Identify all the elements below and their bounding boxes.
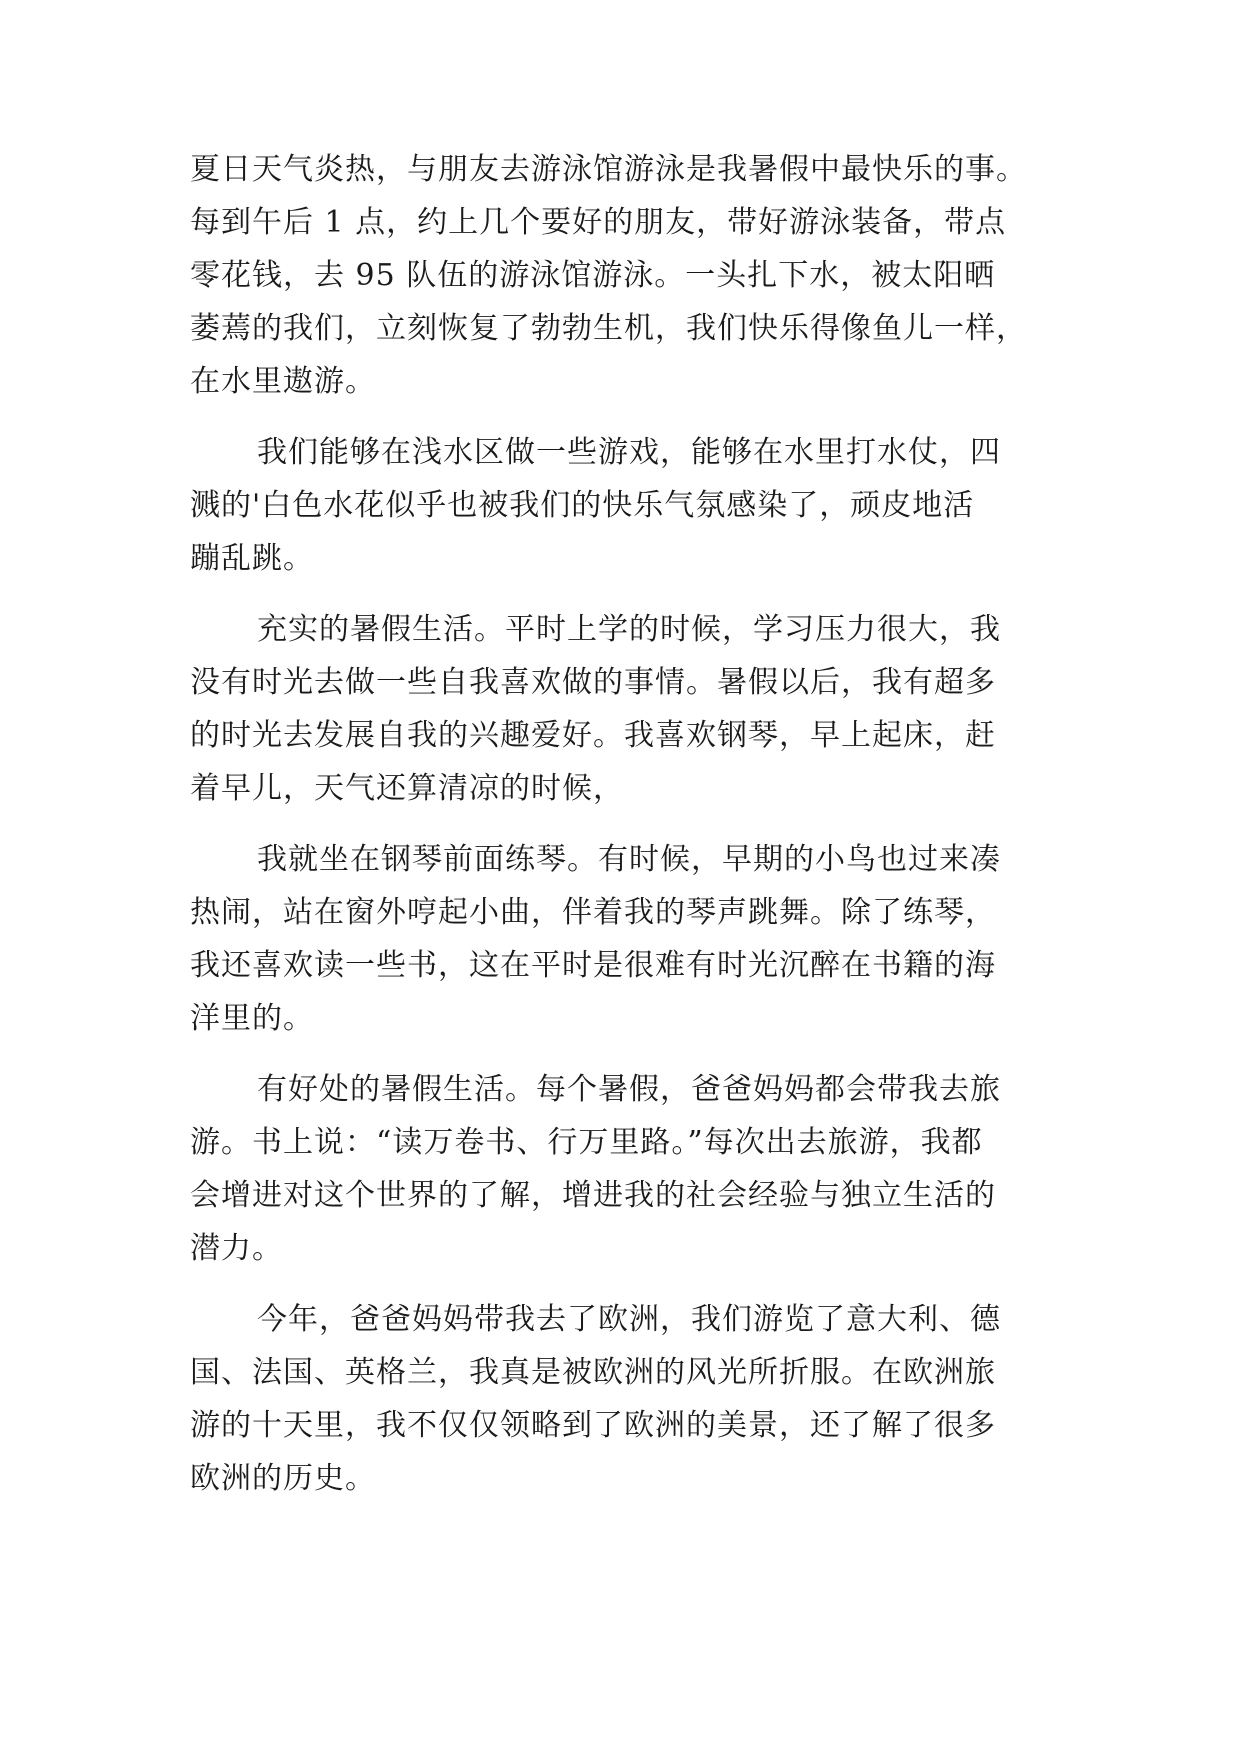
text-line: 的时光去发展自我的兴趣爱好。我喜欢钢琴，早上起床，赶 [190, 718, 996, 753]
text-line: 每到午后 1 点，约上几个要好的朋友，带好游泳装备，带点 [190, 205, 1007, 240]
text-line: 充实的暑假生活。平时上学的时候，学习压力很大，我 [257, 612, 1001, 647]
text-line: 洋里的。 [190, 1001, 314, 1036]
text-line: 蹦乱跳。 [190, 541, 314, 576]
text-line: 游的十天里，我不仅仅领略到了欧洲的美景，还了解了很多 [190, 1408, 996, 1443]
text-line: 没有时光去做一些自我喜欢做的事情。暑假以后，我有超多 [190, 665, 996, 700]
text-line: 国、法国、英格兰，我真是被欧洲的风光所折服。在欧洲旅 [190, 1355, 996, 1390]
text-line: 在水里遨游。 [190, 364, 376, 399]
text-line: 我们能够在浅水区做一些游戏，能够在水里打水仗，四 [257, 435, 1001, 470]
text-line: 今年，爸爸妈妈带我去了欧洲，我们游览了意大利、德 [257, 1302, 1001, 1337]
text-line: 夏日天气炎热，与朋友去游泳馆游泳是我暑假中最快乐的事。 [190, 152, 1027, 187]
text-line: 欧洲的历史。 [190, 1461, 376, 1496]
text-line: 着早儿，天气还算清凉的时候， [190, 771, 624, 806]
text-line: 会增进对这个世界的了解，增进我的社会经验与独立生活的 [190, 1178, 996, 1213]
text-line: 潜力。 [190, 1231, 283, 1266]
text-line: 溅的'白色水花似乎也被我们的快乐气氛感染了，顽皮地活 [190, 488, 975, 523]
text-line: 零花钱，去 95 队伍的游泳馆游泳。一头扎下水，被太阳晒 [190, 258, 996, 293]
text-line: 游。书上说：“读万卷书、行万里路。”每次出去旅游，我都 [190, 1125, 983, 1160]
text-line: 我就坐在钢琴前面练琴。有时候，早期的小鸟也过来凑 [257, 842, 1001, 877]
text-line: 萎蔫的我们，立刻恢复了勃勃生机，我们快乐得像鱼儿一样， [190, 311, 1027, 346]
text-line: 我还喜欢读一些书，这在平时是很难有时光沉醉在书籍的海 [190, 948, 996, 983]
text-line: 有好处的暑假生活。每个暑假，爸爸妈妈都会带我去旅 [257, 1072, 1001, 1107]
text-line: 热闹，站在窗外哼起小曲，伴着我的琴声跳舞。除了练琴， [190, 895, 996, 930]
